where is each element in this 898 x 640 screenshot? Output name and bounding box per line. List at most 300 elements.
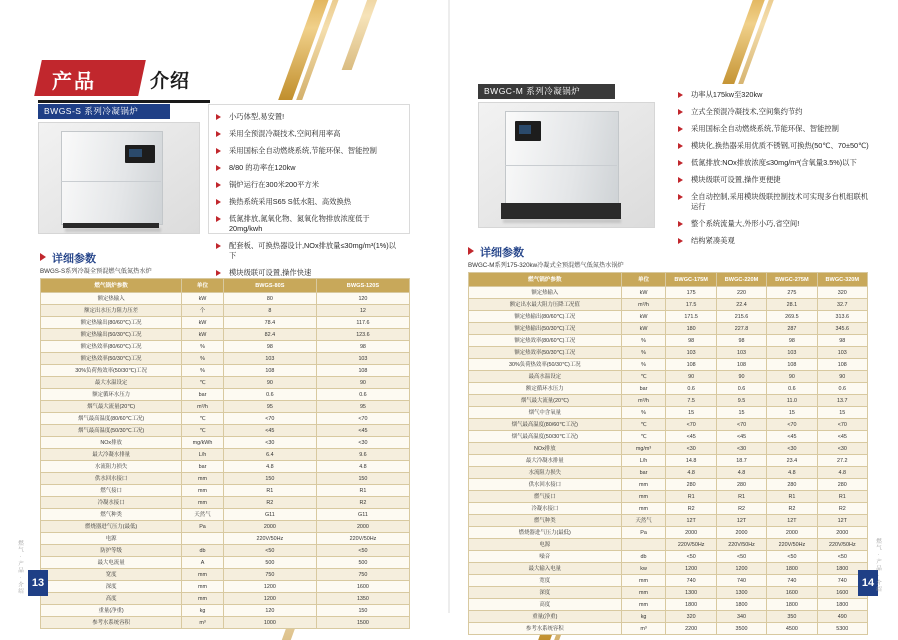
- table-cell: kw: [621, 563, 666, 575]
- table-cell: L/h: [621, 455, 666, 467]
- table-cell: 287: [767, 323, 817, 335]
- table-cell: <50: [223, 545, 316, 557]
- table-row: [41, 557, 410, 569]
- table-cell: 220V/50Hz: [817, 539, 867, 551]
- table-cell: mm: [182, 473, 224, 485]
- table-row: [469, 287, 868, 299]
- table-cell: kW: [182, 329, 224, 341]
- table-cell: 燃烧器进气压力(最低): [469, 527, 622, 539]
- table-row: [41, 485, 410, 497]
- table-cell: 重量(净重): [41, 605, 182, 617]
- table-cell: R1: [666, 491, 716, 503]
- table-cell: 重量(净重): [469, 611, 622, 623]
- table-row: [41, 401, 410, 413]
- table-cell: 82.4: [223, 329, 316, 341]
- table-row: [41, 329, 410, 341]
- table-cell: bar: [182, 389, 224, 401]
- table-cell: kW: [621, 287, 666, 299]
- feature-item: 立式全预混冷凝技术,空间集约节约: [678, 107, 870, 117]
- table-header-cell: BWGS-120S: [316, 279, 409, 293]
- table-row: [469, 611, 868, 623]
- table-cell: 340: [716, 611, 766, 623]
- table-cell: ℃: [621, 419, 666, 431]
- table-row: [469, 335, 868, 347]
- table-cell: 2000: [666, 527, 716, 539]
- table-cell: 150: [316, 473, 409, 485]
- table-cell: 烟气最高温度(50/30℃工况): [41, 425, 182, 437]
- feature-item: 整个系统流量大,外形小巧,省空间!: [678, 219, 870, 229]
- table-cell: 108: [666, 359, 716, 371]
- right-product-photo: [478, 102, 655, 228]
- table-cell: mm: [621, 599, 666, 611]
- table-cell: 215.6: [716, 311, 766, 323]
- table-cell: <45: [716, 431, 766, 443]
- table-cell: 117.6: [316, 317, 409, 329]
- left-param-heading: 详细参数: [40, 250, 96, 266]
- table-row: [469, 599, 868, 611]
- table-cell: %: [182, 365, 224, 377]
- table-row: [41, 389, 410, 401]
- body-seam: [61, 181, 161, 182]
- table-cell: 额定热输出(50/30℃)工况: [469, 323, 622, 335]
- table-cell: 额定出水压力阻力压差: [41, 305, 182, 317]
- table-cell: 5300: [817, 623, 867, 635]
- table-row: [469, 407, 868, 419]
- table-cell: 深度: [41, 581, 182, 593]
- table-cell: 90: [716, 371, 766, 383]
- table-cell: 1600: [817, 587, 867, 599]
- table-cell: <70: [666, 419, 716, 431]
- table-cell: 13.7: [817, 395, 867, 407]
- table-cell: mm: [182, 581, 224, 593]
- table-cell: 150: [316, 605, 409, 617]
- table-cell: 7.5: [666, 395, 716, 407]
- table-cell: R1: [223, 485, 316, 497]
- table-row: [469, 575, 868, 587]
- table-cell: 740: [817, 575, 867, 587]
- table-row: [469, 419, 868, 431]
- heading-rule: [38, 100, 210, 103]
- table-cell: 350: [767, 611, 817, 623]
- table-cell: 烟气最高温度(80/60℃工况): [41, 413, 182, 425]
- feature-item: 换热系统采用S65 S低水阻、高效换热: [216, 197, 402, 207]
- table-cell: 6.4: [223, 449, 316, 461]
- table-cell: db: [182, 545, 224, 557]
- table-cell: 103: [767, 347, 817, 359]
- table-cell: 1800: [716, 599, 766, 611]
- table-cell: mm: [621, 503, 666, 515]
- table-cell: <70: [716, 419, 766, 431]
- table-cell: 15: [716, 407, 766, 419]
- right-spec-table: [468, 272, 868, 635]
- table-cell: 320: [666, 611, 716, 623]
- photo-shadow: [503, 219, 621, 223]
- table-cell: 燃气接口: [41, 485, 182, 497]
- table-row: [469, 491, 868, 503]
- table-cell: 0.6: [817, 383, 867, 395]
- table-cell: 1600: [316, 581, 409, 593]
- table-cell: 0.6: [223, 389, 316, 401]
- table-cell: G11: [316, 509, 409, 521]
- table-cell: 9.6: [316, 449, 409, 461]
- left-product-title: BWGS-S 系列冷凝锅炉: [38, 104, 170, 119]
- table-row: [469, 467, 868, 479]
- table-row: [41, 569, 410, 581]
- table-row: [41, 413, 410, 425]
- table-cell: 280: [666, 479, 716, 491]
- table-cell: 0.6: [767, 383, 817, 395]
- table-cell: m³: [182, 617, 224, 629]
- table-cell: 最大冷凝水排量: [41, 449, 182, 461]
- left-spec-table: [40, 278, 410, 629]
- table-cell: 4.8: [767, 467, 817, 479]
- feature-item: 锅炉运行在300米200平方米: [216, 180, 402, 190]
- table-row: [41, 617, 410, 629]
- table-cell: kW: [621, 323, 666, 335]
- table-cell: 1800: [666, 599, 716, 611]
- panel-screen: [129, 149, 142, 157]
- table-cell: 32.7: [817, 299, 867, 311]
- table-cell: 108: [817, 359, 867, 371]
- boiler-base: [501, 203, 621, 219]
- table-cell: L/h: [182, 449, 224, 461]
- feature-item: 功率从175kw至320kw: [678, 90, 870, 100]
- table-header-cell: 单位: [182, 279, 224, 293]
- table-cell: 12T: [767, 515, 817, 527]
- table-cell: 燃气接口: [469, 491, 622, 503]
- table-cell: Pa: [182, 521, 224, 533]
- right-footer-text: 燃气 · 产品 · 介绍: [875, 538, 881, 593]
- table-row: [469, 515, 868, 527]
- table-cell: m³: [621, 623, 666, 635]
- table-cell: 额定热效率(50/30℃)工况: [41, 353, 182, 365]
- table-row: [469, 455, 868, 467]
- table-cell: 额定热输入: [41, 293, 182, 305]
- table-cell: m³/h: [182, 401, 224, 413]
- table-cell: 额定循环水压力: [41, 389, 182, 401]
- table-cell: 参考水系统容积: [469, 623, 622, 635]
- feature-item: 全自动控制,采用模块级联控制技术可实现多台机组联机运行: [678, 192, 870, 212]
- table-cell: 345.6: [817, 323, 867, 335]
- table-cell: 30%负荷热效率(50/30℃)工况: [469, 359, 622, 371]
- table-cell: 冷凝水接口: [469, 503, 622, 515]
- heading-black-text: 介绍: [150, 71, 191, 92]
- table-cell: 95: [316, 401, 409, 413]
- table-cell: 烟气最高温度(50/30℃工况): [469, 431, 622, 443]
- table-cell: 个: [182, 305, 224, 317]
- table-row: [41, 365, 410, 377]
- table-cell: 3500: [716, 623, 766, 635]
- table-cell: 120: [316, 293, 409, 305]
- table-cell: 280: [817, 479, 867, 491]
- table-row: [41, 581, 410, 593]
- table-cell: 高度: [41, 593, 182, 605]
- table-row: [41, 605, 410, 617]
- table-cell: mg/kWh: [182, 437, 224, 449]
- table-cell: 28.1: [767, 299, 817, 311]
- table-cell: 最大输入电量: [469, 563, 622, 575]
- table-cell: 1300: [666, 587, 716, 599]
- table-header-cell: BWGC-175M: [666, 273, 716, 287]
- table-cell: <30: [223, 437, 316, 449]
- table-cell: 12T: [666, 515, 716, 527]
- table-cell: 150: [223, 473, 316, 485]
- table-cell: R2: [316, 497, 409, 509]
- table-cell: <30: [716, 443, 766, 455]
- table-cell: <45: [223, 425, 316, 437]
- table-cell: 额定热效率(80/60℃)工况: [469, 335, 622, 347]
- table-cell: <45: [666, 431, 716, 443]
- table-cell: 740: [716, 575, 766, 587]
- table-cell: 98: [223, 341, 316, 353]
- table-cell: <45: [316, 425, 409, 437]
- feature-item: 配套板、可换热器设计,NOx排放量≤30mg/m³(1%)以下: [216, 241, 402, 261]
- table-cell: A: [182, 557, 224, 569]
- left-footer-text: 燃气 · 产品 · 介绍: [17, 540, 23, 595]
- feature-item: 模块化,换热器采用优质不锈钢,可换热(50℃、70±50℃): [678, 141, 870, 151]
- table-cell: <45: [817, 431, 867, 443]
- table-cell: 烟气中含氧量: [469, 407, 622, 419]
- table-cell: 4500: [767, 623, 817, 635]
- table-cell: 750: [316, 569, 409, 581]
- table-cell: mm: [182, 593, 224, 605]
- table-cell: ℃: [182, 413, 224, 425]
- table-cell: R1: [817, 491, 867, 503]
- table-cell: 天然气: [182, 509, 224, 521]
- table-cell: 额定循环水压力: [469, 383, 622, 395]
- table-cell: 490: [817, 611, 867, 623]
- table-cell: mm: [621, 575, 666, 587]
- table-cell: 15: [767, 407, 817, 419]
- table-cell: R1: [316, 485, 409, 497]
- table-cell: R1: [767, 491, 817, 503]
- table-row: [469, 527, 868, 539]
- table-cell: 90: [316, 377, 409, 389]
- table-cell: 320: [817, 287, 867, 299]
- feature-item: 采用国标全自动燃烧系统,节能环保、智能控制: [678, 124, 870, 134]
- feature-item: 低氮排放:NOx排放浓度≤30mg/m³(含氧量3.5%)以下: [678, 158, 870, 168]
- table-row: [41, 473, 410, 485]
- table-cell: 燃气种类: [469, 515, 622, 527]
- table-cell: 1000: [223, 617, 316, 629]
- table-row: [41, 293, 410, 305]
- table-cell: 燃气种类: [41, 509, 182, 521]
- table-row: [469, 347, 868, 359]
- table-cell: 269.5: [767, 311, 817, 323]
- table-cell: 4.8: [316, 461, 409, 473]
- table-cell: ℃: [182, 425, 224, 437]
- table-cell: mm: [182, 569, 224, 581]
- table-cell: 90: [817, 371, 867, 383]
- table-row: [469, 311, 868, 323]
- table-cell: mm: [182, 497, 224, 509]
- table-cell: 12T: [817, 515, 867, 527]
- table-row: [469, 299, 868, 311]
- left-page-number: 13: [28, 570, 48, 596]
- table-row: [469, 563, 868, 575]
- right-product-title: BWGC-M 系列冷凝锅炉: [478, 84, 615, 99]
- table-cell: <50: [666, 551, 716, 563]
- table-cell: 2200: [666, 623, 716, 635]
- table-cell: ℃: [621, 431, 666, 443]
- table-cell: kW: [182, 317, 224, 329]
- feature-item: 采用全预混冷凝技术,空间利用率高: [216, 129, 402, 139]
- table-cell: 103: [817, 347, 867, 359]
- table-row: [469, 443, 868, 455]
- table-cell: 120: [223, 605, 316, 617]
- right-param-heading: 详细参数: [468, 244, 524, 260]
- table-cell: 额定热输出(50/30℃)工况: [41, 329, 182, 341]
- table-row: [41, 377, 410, 389]
- table-cell: 天然气: [621, 515, 666, 527]
- table-cell: 1500: [316, 617, 409, 629]
- table-cell: 180: [666, 323, 716, 335]
- table-cell: 220V/50Hz: [716, 539, 766, 551]
- table-row: [41, 545, 410, 557]
- table-cell: 宽度: [469, 575, 622, 587]
- table-cell: %: [621, 347, 666, 359]
- table-cell: 供水回水接口: [469, 479, 622, 491]
- table-cell: 11.0: [767, 395, 817, 407]
- table-row: [41, 449, 410, 461]
- table-cell: db: [621, 551, 666, 563]
- table-cell: 防护等级: [41, 545, 182, 557]
- table-cell: 4.8: [223, 461, 316, 473]
- table-cell: 9.5: [716, 395, 766, 407]
- table-row: [41, 461, 410, 473]
- table-cell: 1800: [817, 599, 867, 611]
- table-row: [469, 395, 868, 407]
- table-cell: 15: [666, 407, 716, 419]
- table-cell: <30: [316, 437, 409, 449]
- table-cell: 冷凝水接口: [41, 497, 182, 509]
- table-row: [469, 479, 868, 491]
- table-cell: 14.8: [666, 455, 716, 467]
- table-cell: 水流阻力损失: [469, 467, 622, 479]
- table-cell: <30: [666, 443, 716, 455]
- left-feature-list: [216, 112, 402, 285]
- table-cell: 深度: [469, 587, 622, 599]
- table-cell: 最大水温设定: [41, 377, 182, 389]
- table-cell: 8: [223, 305, 316, 317]
- table-cell: <50: [316, 545, 409, 557]
- table-cell: %: [621, 407, 666, 419]
- panel-screen: [519, 125, 531, 134]
- table-cell: 最高水温设定: [469, 371, 622, 383]
- table-cell: kg: [621, 611, 666, 623]
- table-cell: 227.8: [716, 323, 766, 335]
- table-header-cell: BWGC-275M: [767, 273, 817, 287]
- table-cell: m³/h: [621, 299, 666, 311]
- table-cell: 103: [666, 347, 716, 359]
- table-row: [41, 497, 410, 509]
- table-cell: 98: [316, 341, 409, 353]
- table-cell: kW: [182, 293, 224, 305]
- table-cell: 噪音: [469, 551, 622, 563]
- table-header-cell: BWGC-220M: [716, 273, 766, 287]
- table-cell: 2000: [316, 521, 409, 533]
- table-cell: %: [621, 335, 666, 347]
- table-cell: %: [182, 341, 224, 353]
- feature-item: 采用国标全自动燃烧系统,节能环保、智能控制: [216, 146, 402, 156]
- table-cell: 90: [223, 377, 316, 389]
- table-cell: <70: [817, 419, 867, 431]
- table-cell: 1350: [316, 593, 409, 605]
- table-cell: %: [182, 353, 224, 365]
- table-cell: <45: [767, 431, 817, 443]
- table-cell: 98: [666, 335, 716, 347]
- table-row: [469, 359, 868, 371]
- table-cell: 额定热效率(80/60℃)工况: [41, 341, 182, 353]
- table-cell: R2: [666, 503, 716, 515]
- table-cell: 1600: [767, 587, 817, 599]
- table-cell: 额定热效率(50/30℃)工况: [469, 347, 622, 359]
- table-cell: <70: [223, 413, 316, 425]
- table-cell: Pa: [621, 527, 666, 539]
- table-cell: R2: [817, 503, 867, 515]
- table-cell: 22.4: [716, 299, 766, 311]
- table-cell: 15: [817, 407, 867, 419]
- table-cell: R2: [716, 503, 766, 515]
- table-cell: 123.6: [316, 329, 409, 341]
- table-cell: [182, 533, 224, 545]
- table-cell: 1800: [817, 563, 867, 575]
- table-row: [41, 533, 410, 545]
- table-cell: 90: [767, 371, 817, 383]
- table-cell: 额定热输入: [469, 287, 622, 299]
- heading-red-text: 产品: [52, 71, 96, 93]
- table-cell: 电源: [41, 533, 182, 545]
- table-cell: 12T: [716, 515, 766, 527]
- table-header-cell: 燃气锅炉参数: [41, 279, 182, 293]
- table-header-cell: 单位: [621, 273, 666, 287]
- table-cell: 0.6: [716, 383, 766, 395]
- table-row: [41, 437, 410, 449]
- feature-item: 结构紧凑美观: [678, 236, 870, 246]
- table-header-cell: 燃气锅炉参数: [469, 273, 622, 287]
- table-cell: ℃: [621, 371, 666, 383]
- table-cell: 1200: [223, 593, 316, 605]
- table-cell: 98: [817, 335, 867, 347]
- table-cell: 最大冷凝水排量: [469, 455, 622, 467]
- table-cell: 750: [223, 569, 316, 581]
- table-cell: 280: [716, 479, 766, 491]
- table-cell: 220V/50Hz: [316, 533, 409, 545]
- table-row: [469, 371, 868, 383]
- table-cell: 740: [767, 575, 817, 587]
- table-cell: 2000: [817, 527, 867, 539]
- table-cell: 1300: [716, 587, 766, 599]
- table-cell: 220V/50Hz: [666, 539, 716, 551]
- table-cell: <50: [716, 551, 766, 563]
- table-cell: 烟气最大流量(20℃): [41, 401, 182, 413]
- table-cell: 1800: [767, 563, 817, 575]
- table-cell: 2000: [223, 521, 316, 533]
- left-model-line: BWGS-S系列冷凝全预混燃气低氮热水炉: [40, 268, 152, 275]
- table-cell: 78.4: [223, 317, 316, 329]
- table-cell: 12: [316, 305, 409, 317]
- feature-item: 8/80 的功率在120kw: [216, 163, 402, 173]
- table-cell: 4.8: [716, 467, 766, 479]
- table-cell: 220V/50Hz: [223, 533, 316, 545]
- table-cell: 175: [666, 287, 716, 299]
- table-cell: 108: [716, 359, 766, 371]
- table-row: [41, 317, 410, 329]
- table-cell: 1200: [223, 581, 316, 593]
- table-cell: 95: [223, 401, 316, 413]
- table-cell: 高度: [469, 599, 622, 611]
- table-row: [469, 623, 868, 635]
